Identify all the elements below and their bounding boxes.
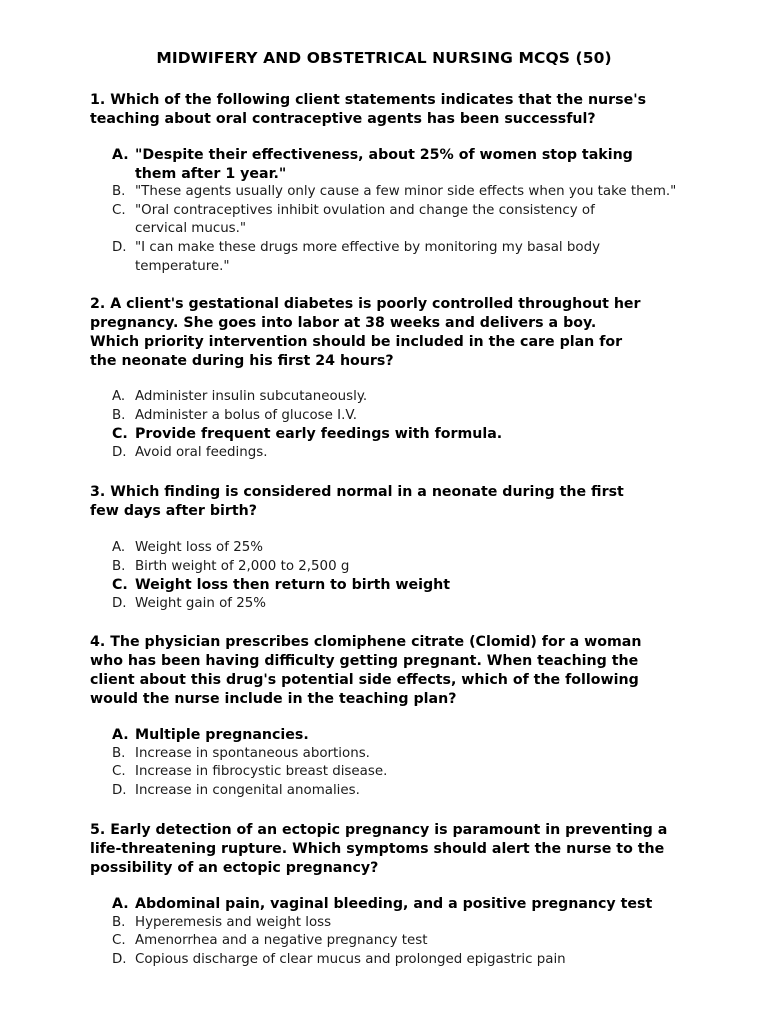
option-list xyxy=(90,388,650,462)
option-b xyxy=(90,745,650,764)
option-d xyxy=(90,782,650,801)
option-letter: D. xyxy=(112,239,127,255)
option-letter: B. xyxy=(112,745,126,761)
option-b xyxy=(90,407,650,426)
option-letter: A. xyxy=(112,540,126,555)
option-c xyxy=(90,763,650,782)
option-text: Weight loss of 25% xyxy=(135,540,263,555)
option-text: Birth weight of 2,000 to 2,500 g xyxy=(135,558,350,574)
option-letter: D. xyxy=(112,951,127,967)
option-text: Weight loss then return to birth weight xyxy=(135,577,451,594)
question-2 xyxy=(90,295,650,462)
option-list xyxy=(90,726,650,800)
question-5 xyxy=(90,821,670,969)
option-c xyxy=(90,932,670,951)
option-text: "Oral contraceptives inhibit ovulation and change the consistency of cervical mucus." xyxy=(135,202,595,237)
option-text: Administer insulin subcutaneously. xyxy=(135,389,368,404)
option-letter: B. xyxy=(112,914,126,930)
option-text: "These agents usually only cause a few minor side effects when you take them." xyxy=(135,184,677,200)
option-a xyxy=(90,895,670,914)
option-c xyxy=(90,202,650,239)
option-letter: A. xyxy=(112,389,126,404)
option-d xyxy=(90,951,670,970)
option-letter: A. xyxy=(112,896,129,912)
option-list xyxy=(90,895,670,969)
option-letter: B. xyxy=(112,558,126,574)
option-b xyxy=(90,183,677,202)
page-title: MIDWIFERY AND OBSTETRICAL NURSING MCQS (50) xyxy=(156,49,612,67)
option-text: Increase in congenital anomalies. xyxy=(135,782,360,798)
option-letter: B. xyxy=(112,407,126,423)
question-3 xyxy=(90,483,650,613)
question-text: 2. A client's gestational diabetes is poorly controlled throughout her pregnancy. She goes into labor at 38 weeks and delivers a boy. Which priority intervention should be included in the care plan for the neonate during his first 24 hours? xyxy=(90,296,641,369)
option-letter: C. xyxy=(112,577,128,594)
option-text: Multiple pregnancies. xyxy=(135,727,309,743)
option-letter: D. xyxy=(112,782,127,798)
option-c xyxy=(90,576,650,595)
option-text: Abdominal pain, vaginal bleeding, and a positive pregnancy test xyxy=(135,896,653,912)
option-letter: A. xyxy=(112,727,129,743)
option-a xyxy=(90,388,650,407)
option-letter: D. xyxy=(112,444,127,460)
option-a xyxy=(90,726,650,745)
option-text: Weight gain of 25% xyxy=(135,595,267,611)
option-text: Increase in fibrocystic breast disease. xyxy=(135,764,388,780)
option-text: "I can make these drugs more effective by monitoring my basal body temperature." xyxy=(135,239,601,274)
question-text: 1. Which of the following client statements indicates that the nurse's teaching about oral contraceptive agents has been successful? xyxy=(90,92,647,127)
option-letter: C. xyxy=(112,933,126,949)
option-text: Increase in spontaneous abortions. xyxy=(135,745,370,761)
option-b xyxy=(90,914,670,933)
option-d xyxy=(90,444,650,463)
option-letter: A. xyxy=(112,147,129,163)
option-text: Provide frequent early feedings with formula. xyxy=(135,426,503,443)
option-list xyxy=(90,146,677,276)
option-b xyxy=(90,558,650,577)
option-c xyxy=(90,425,650,444)
option-d xyxy=(90,239,650,276)
option-a xyxy=(90,146,650,183)
question-text: 4. The physician prescribes clomiphene citrate (Clomid) for a woman who has been having difficulty getting pregnant. When teaching the client about this drug's potential side effects, which of the following would the nurse include in the teaching plan? xyxy=(90,634,642,707)
option-letter: D. xyxy=(112,595,127,611)
option-letter: B. xyxy=(112,184,126,200)
option-text: Amenorrhea and a negative pregnancy test xyxy=(135,933,428,949)
option-text: Avoid oral feedings. xyxy=(135,444,268,460)
question-text: 5. Early detection of an ectopic pregnancy is paramount in preventing a life-threatening rupture. Which symptoms should alert the nurse to the possibility of an ectopic pregnancy? xyxy=(90,822,668,876)
question-text: 3. Which finding is considered normal in a neonate during the first few days after birth? xyxy=(90,484,624,519)
option-a xyxy=(90,539,650,558)
option-letter: C. xyxy=(112,426,128,443)
question-1 xyxy=(90,91,677,276)
question-4 xyxy=(90,633,650,800)
option-text: Hyperemesis and weight loss xyxy=(135,914,332,930)
option-list xyxy=(90,539,650,613)
option-letter: C. xyxy=(112,202,126,218)
option-text: Administer a bolus of glucose I.V. xyxy=(135,407,358,423)
option-letter: C. xyxy=(112,764,126,780)
option-d xyxy=(90,595,650,614)
option-text: "Despite their effectiveness, about 25% of women stop taking them after 1 year." xyxy=(135,147,633,182)
option-text: Copious discharge of clear mucus and prolonged epigastric pain xyxy=(135,951,566,967)
